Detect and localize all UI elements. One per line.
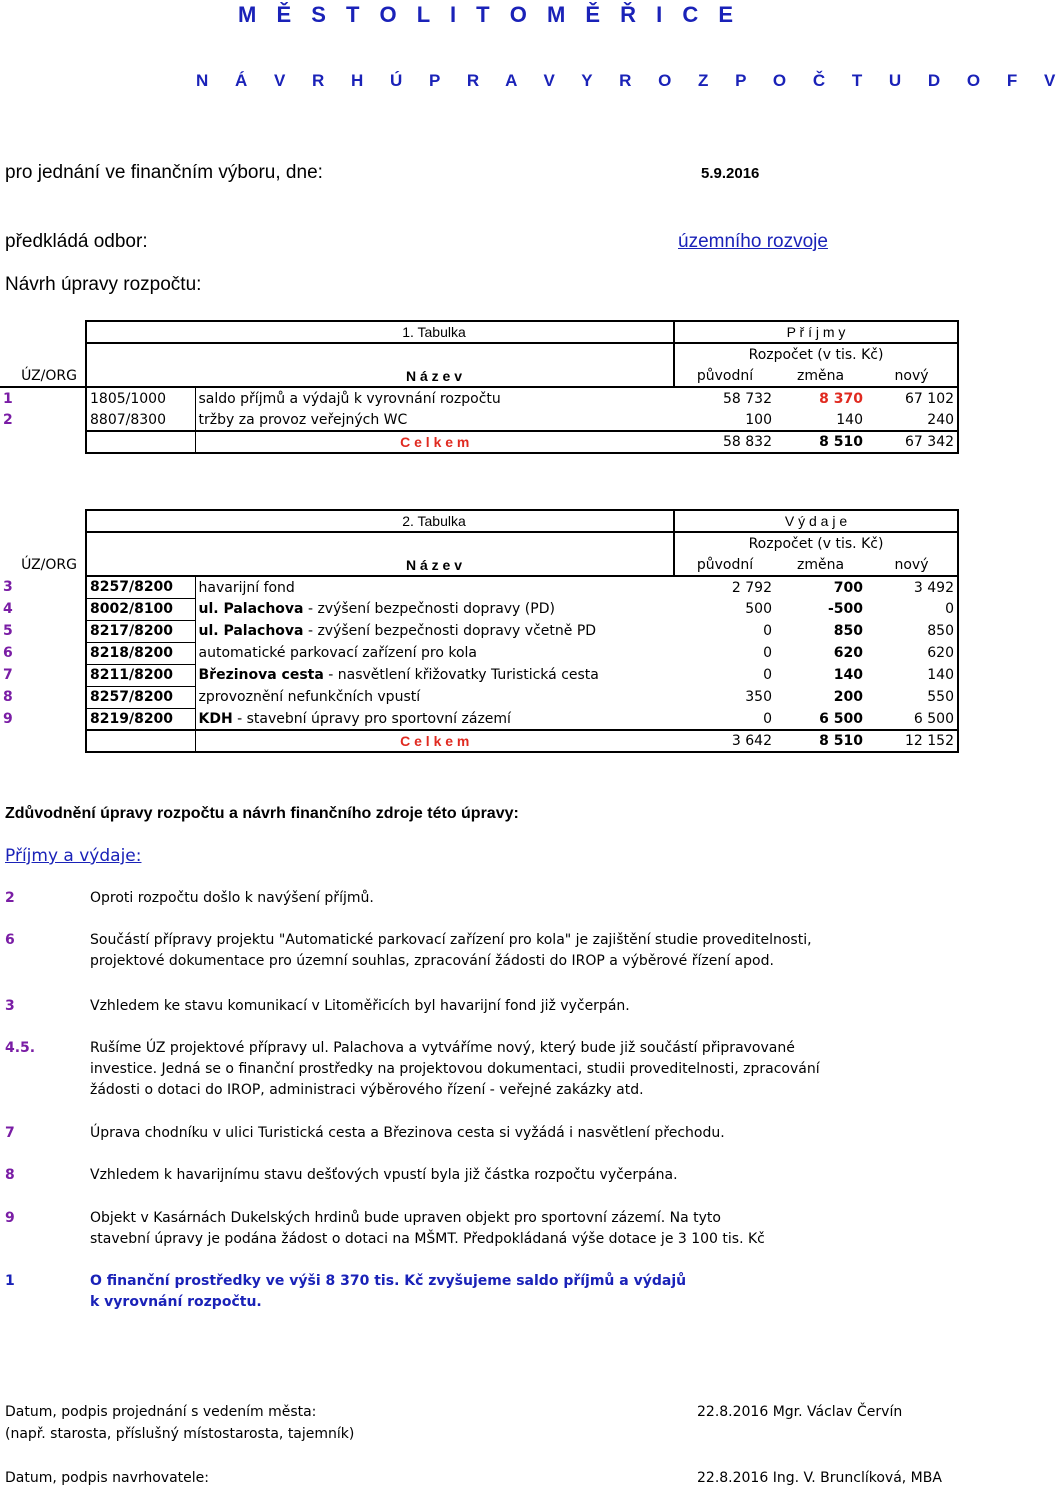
row-name: saldo příjmů a výdajů k vyrovnání rozpočtu bbox=[195, 387, 674, 409]
row-name: tržby za provoz veřejných WC bbox=[195, 409, 674, 431]
row-name bbox=[195, 664, 674, 686]
table-caption-row bbox=[0, 510, 958, 532]
row-uz: 8218/8200 bbox=[86, 642, 195, 664]
author-signature: 22.8.2016 Ing. V. Brunclíková, MBA bbox=[697, 1470, 942, 1486]
col-orig-header: původní bbox=[696, 556, 754, 573]
justification-item-line: žádosti o dotaci do IROP, administraci výběrového řízení - veřejné zakázky atd. bbox=[90, 1082, 644, 1098]
row-number: 9 bbox=[3, 711, 13, 727]
mgmt-signature: 22.8.2016 Mgr. Václav Červín bbox=[697, 1404, 903, 1420]
justification-item-number: 4.5. bbox=[5, 1040, 36, 1056]
table-caption-row bbox=[0, 321, 958, 343]
col-uz-header: ÚZ/ORG bbox=[21, 367, 77, 384]
total-change: 8 510 bbox=[775, 730, 866, 752]
row-name-rest: zprovoznění nefunkčních vpustí bbox=[198, 689, 421, 705]
table-row bbox=[0, 409, 958, 431]
table-total-row bbox=[0, 730, 958, 752]
row-orig: 350 bbox=[745, 689, 772, 705]
table-type: P ř í j m y bbox=[674, 321, 958, 343]
row-name-rest: - nasvětlení křižovatky Turistická cesta bbox=[323, 667, 599, 683]
budget-label: Rozpočet (v tis. Kč) bbox=[674, 343, 958, 365]
justification-item-line: Vzhledem k havarijnímu stavu dešťových vpustí byla již částka rozpočtu vyčerpána. bbox=[90, 1167, 678, 1183]
row-new: 620 bbox=[866, 642, 958, 664]
col-uz-header: ÚZ/ORG bbox=[21, 557, 77, 573]
justification-item-number: 6 bbox=[5, 932, 15, 948]
row-name bbox=[195, 642, 674, 664]
expense-table bbox=[0, 509, 959, 753]
justification-item-line: k vyrovnání rozpočtu. bbox=[90, 1294, 262, 1310]
col-orig-header: původní bbox=[696, 367, 754, 384]
justification-item-number: 9 bbox=[5, 1210, 15, 1226]
row-uz: 8002/8100 bbox=[86, 598, 195, 620]
row-name-rest: automatické parkovací zařízení pro kola bbox=[198, 645, 478, 661]
row-new: 0 bbox=[866, 598, 958, 620]
table-caption: 1. Tabulka bbox=[195, 321, 674, 343]
justification-item-line: Vzhledem ke stavu komunikací v Litoměřicích byl havarijní fond již vyčerpán. bbox=[90, 998, 630, 1014]
justification-item-line: Součástí přípravy projektu "Automatické parkovací zařízení pro kola" je zajištění studie proveditelnosti, bbox=[90, 932, 812, 948]
row-name-rest: havarijní fond bbox=[198, 579, 295, 596]
row-new: 140 bbox=[866, 664, 958, 686]
income-table bbox=[0, 320, 959, 454]
justification-item-line: stavební úpravy je podána žádost o dotaci na MŠMT. Předpokládaná výše dotace je 3 100 tis. Kč bbox=[90, 1231, 765, 1247]
row-new: 850 bbox=[866, 620, 958, 642]
row-change: 8 370 bbox=[775, 387, 866, 409]
row-name-rest: - zvýšení bezpečnosti dopravy (PD) bbox=[303, 601, 555, 617]
row-orig: 100 bbox=[745, 411, 772, 428]
table-total-row bbox=[0, 431, 958, 453]
row-change: 140 bbox=[833, 667, 863, 683]
justification-item-line: Oproti rozpočtu došlo k navýšení příjmů. bbox=[90, 890, 374, 906]
total-orig: 58 832 bbox=[674, 431, 775, 453]
justification-item-number: 2 bbox=[5, 890, 15, 906]
row-orig: 58 732 bbox=[674, 387, 775, 409]
mgmt-label: Datum, podpis projednání s vedením města: bbox=[5, 1404, 317, 1420]
total-new: 67 342 bbox=[866, 431, 958, 453]
row-uz: 8217/8200 bbox=[86, 620, 195, 642]
document-title: M Ě S T O L I T O M Ě Ř I C E bbox=[238, 2, 741, 27]
row-uz: 8257/8200 bbox=[86, 686, 195, 708]
row-orig: 0 bbox=[763, 623, 772, 639]
row-uz: 8257/8200 bbox=[86, 576, 195, 598]
row-orig: 0 bbox=[763, 710, 772, 727]
row-name-bold: Březinova cesta bbox=[198, 667, 324, 683]
col-name-header: N á z e v bbox=[195, 554, 674, 576]
col-change-header: změna bbox=[796, 367, 845, 384]
justification-heading: Zdůvodnění úpravy rozpočtu a návrh finančního zdroje této úpravy: bbox=[5, 805, 519, 822]
row-name bbox=[195, 576, 674, 598]
row-new: 3 492 bbox=[866, 576, 958, 598]
col-new-header: nový bbox=[866, 365, 958, 387]
table-row bbox=[0, 686, 958, 708]
total-change: 8 510 bbox=[775, 431, 866, 453]
row-name-rest: - stavební úpravy pro sportovní zázemí bbox=[232, 710, 511, 727]
row-number: 2 bbox=[3, 412, 13, 428]
row-name-bold: KDH bbox=[198, 710, 233, 727]
col-name-header: N á z e v bbox=[195, 365, 674, 387]
justification-item-number: 7 bbox=[5, 1125, 15, 1141]
justification-item-line: Objekt v Kasárnách Dukelských hrdinů bude upraven objekt pro sportovní zázemí. Na tyto bbox=[90, 1210, 721, 1226]
justification-item-line: investice. Jedná se o finanční prostředky na projektovou dokumentaci, studii proveditelnosti, zpracování bbox=[90, 1061, 820, 1077]
total-label: C e l k e m bbox=[195, 431, 674, 453]
justification-item-number: 1 bbox=[5, 1273, 15, 1289]
row-orig: 2 792 bbox=[674, 576, 775, 598]
row-new: 6 500 bbox=[866, 708, 958, 730]
row-uz: 8211/8200 bbox=[86, 664, 195, 686]
row-change: 6 500 bbox=[819, 710, 863, 727]
justification-item-line: Rušíme ÚZ projektové přípravy ul. Palachova a vytváříme nový, který bude již součástí připravované bbox=[90, 1040, 795, 1056]
row-change: 200 bbox=[833, 689, 863, 705]
meeting-label: pro jednání ve finančním výboru, dne: bbox=[5, 162, 323, 183]
table-row bbox=[0, 620, 958, 642]
row-number: 5 bbox=[3, 623, 13, 639]
table-caption: 2. Tabulka bbox=[195, 510, 674, 532]
justification-item-line: Úprava chodníku v ulici Turistická cesta a Březinova cesta si vyžádá i nasvětlení přechodu. bbox=[90, 1125, 725, 1141]
row-change: 850 bbox=[833, 623, 863, 639]
justification-item-number: 8 bbox=[5, 1167, 15, 1183]
row-name bbox=[195, 686, 674, 708]
row-name-rest: - zvýšení bezpečnosti dopravy včetně PD bbox=[303, 623, 597, 639]
row-number: 3 bbox=[3, 579, 13, 595]
row-orig: 0 bbox=[763, 645, 772, 661]
total-label: C e l k e m bbox=[195, 730, 674, 752]
row-change: 140 bbox=[836, 411, 863, 428]
row-name-bold: ul. Palachova bbox=[198, 623, 304, 639]
meeting-date: 5.9.2016 bbox=[701, 165, 760, 182]
col-change-header: změna bbox=[796, 556, 845, 573]
total-new: 12 152 bbox=[866, 730, 958, 752]
row-change: -500 bbox=[827, 601, 863, 617]
row-new: 240 bbox=[866, 409, 958, 431]
row-name bbox=[195, 708, 674, 730]
row-number: 7 bbox=[3, 667, 13, 683]
row-new: 550 bbox=[866, 686, 958, 708]
row-orig: 500 bbox=[745, 601, 772, 617]
row-orig: 0 bbox=[763, 667, 772, 683]
row-name bbox=[195, 620, 674, 642]
row-uz: 8219/8200 bbox=[86, 708, 195, 730]
justification-item-number: 3 bbox=[5, 998, 15, 1014]
row-change: 620 bbox=[833, 645, 863, 661]
row-uz: 8807/8300 bbox=[86, 409, 195, 431]
row-uz: 1805/1000 bbox=[86, 387, 195, 409]
document-subtitle: N Á V R H Ú P R A V Y R O Z P O Č T U D O F V bbox=[196, 71, 1059, 90]
table-row bbox=[0, 708, 958, 730]
row-name bbox=[195, 598, 674, 620]
table-row bbox=[0, 642, 958, 664]
row-number: 4 bbox=[3, 601, 13, 617]
table-row bbox=[0, 387, 958, 409]
table-row bbox=[0, 598, 958, 620]
row-number: 6 bbox=[3, 645, 13, 661]
row-change: 700 bbox=[775, 576, 866, 598]
col-new-header: nový bbox=[866, 554, 958, 576]
table-type: V ý d a j e bbox=[674, 510, 958, 532]
row-name-bold: ul. Palachova bbox=[198, 601, 304, 617]
row-new: 67 102 bbox=[866, 387, 958, 409]
table-row bbox=[0, 576, 958, 598]
total-orig: 3 642 bbox=[674, 730, 775, 752]
justification-item-line: projektové dokumentace pro územní souhlas, zpracování žádosti do IROP a výběrové řízení apod. bbox=[90, 953, 774, 969]
mgmt-note: (např. starosta, příslušný místostarosta, tajemník) bbox=[5, 1426, 355, 1442]
table-row bbox=[0, 664, 958, 686]
budget-label: Rozpočet (v tis. Kč) bbox=[674, 532, 958, 554]
row-number: 8 bbox=[3, 689, 13, 705]
row-number: 1 bbox=[3, 390, 13, 407]
author-label: Datum, podpis navrhovatele: bbox=[5, 1470, 209, 1486]
proposal-label: Návrh úpravy rozpočtu: bbox=[5, 274, 202, 295]
justification-subheading: Příjmy a výdaje: bbox=[5, 846, 142, 866]
department-value: územního rozvoje bbox=[678, 231, 828, 252]
department-label: předkládá odbor: bbox=[5, 231, 148, 252]
justification-item-line: O finanční prostředky ve výši 8 370 tis. Kč zvyšujeme saldo příjmů a výdajů bbox=[90, 1273, 687, 1289]
